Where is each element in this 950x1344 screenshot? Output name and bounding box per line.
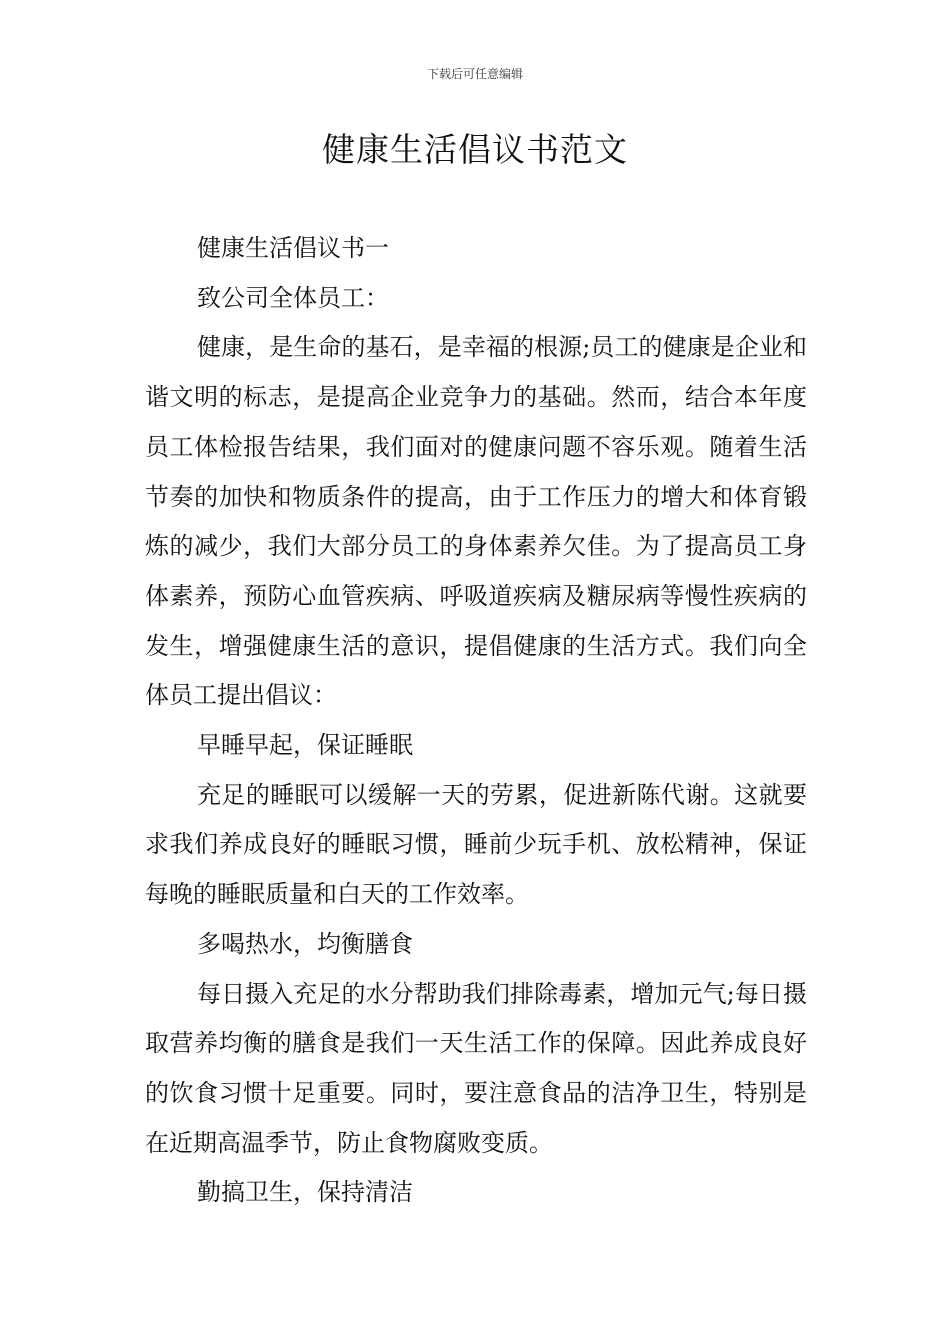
document-body — [145, 224, 807, 1218]
header-note: 下载后可任意编辑 — [426, 67, 523, 81]
body-paragraph: 充足的睡眠可以缓解一天的劳累，促进新陈代谢。这就要求我们养成良好的睡眠习惯，睡前少玩手机、放松精神，保证每晚的睡眠质量和白天的工作效率。 — [145, 780, 807, 909]
salutation: 致公司全体员工： — [197, 283, 389, 312]
body-paragraph: 每日摄入充足的水分帮助我们排除毒素，增加元气;每日摄取营养均衡的膳食是我们一天生活工作的保障。因此养成良好的饮食习惯十足重要。同时，要注意食品的洁净卫生，特别是在近期高温季节，防止食物腐败变质。 — [145, 979, 807, 1157]
document-title: 健康生活倡议书范文 — [322, 130, 628, 169]
subheading: 多喝热水，均衡膳食 — [197, 929, 413, 958]
section-heading: 健康生活倡议书一 — [197, 234, 389, 262]
body-paragraph: 健康，是生命的基石，是幸福的根源;员工的健康是企业和谐文明的标志，是提高企业竞争力的基础。然而，结合本年度员工体检报告结果，我们面对的健康问题不容乐观。随着生活节奏的加快和物质条件的提高，由于工作压力的增大和体育锻炼的减少，我们大部分员工的身体素养欠佳。为了提高员工身体素养，预防心血管疾病、呼吸道疾病及糖尿病等慢性疾病的发生，增强健康生活的意识，提倡健康的生活方式。我们向全体员工提出倡议： — [145, 333, 807, 710]
subheading: 勤搞卫生，保持清洁 — [197, 1178, 413, 1207]
subheading: 早睡早起，保证睡眠 — [197, 731, 413, 760]
